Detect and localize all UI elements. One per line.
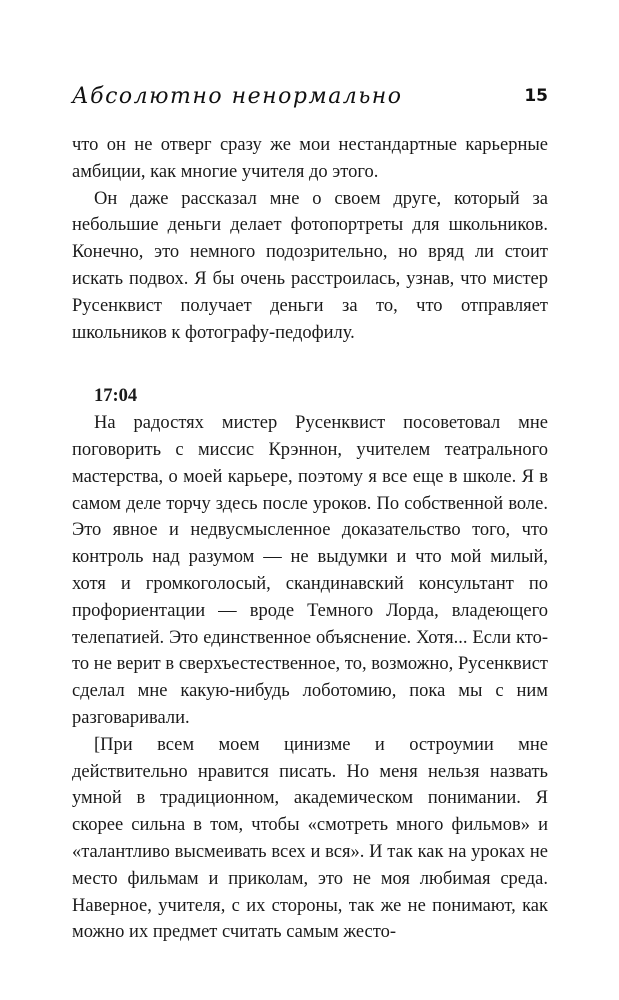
paragraph-friend-photographer: Он даже рассказал мне о своем друге, который за небольшие деньги делает фотопортреты для школьников. Конечно, это немного подозрительно, но вряд ли стоит искать подвох. Я бы очень расстроилась, узнав, что мистер Русенквист получает деньги за то, что отправляет школьников к фотографу-педофилу. <box>72 188 548 343</box>
section-spacer <box>72 346 548 383</box>
paragraph-continued: что он не отверг сразу же мои нестандартные карьерные амбиции, как многие учителя до этого. <box>72 135 548 182</box>
paragraph-mind-control: На радостях мистер Русенквист посоветовал мне поговорить с миссис Крэннон, учителем театрального мастерства, о моей карьере, поэтому я все еще в школе. Я в самом деле торчу здесь после уроков. По собственной воле. Это явное и недвусмысленное доказательство того, что контроль над разумом — не выдумки и что мой милый, хотя и громкоголосый, скандинавский консультант по профориентации — вроде Темного Лорда, владеющего телепатией. Это единственное объяснение. Хотя... Если кто-то не верит в сверхъестественное, то, возможно, Русенквист сделал мне какую-нибудь лоботомию, пока мы с ним разговаривали. <box>72 413 548 728</box>
running-title: Абсолютно ненормально <box>72 84 403 109</box>
page-number: 15 <box>524 86 548 106</box>
page-body <box>72 132 548 946</box>
paragraph-writing: [При всем моем цинизме и остроумии мне действительно нравится писать. Но меня нельзя назвать умной в традиционном, академическом понимании. Я скорее сильна в том, чтобы «смотреть много фильмов» и «талантливо высмеивать всех и вся». И так как на уроках не место фильмам и приколам, это не моя любимая среда. Наверное, учителя, с их стороны, так же не понимают, как можно их предмет считать самым жесто- <box>72 734 548 943</box>
time-heading: 17:04 <box>94 386 138 407</box>
page-header <box>72 84 548 118</box>
